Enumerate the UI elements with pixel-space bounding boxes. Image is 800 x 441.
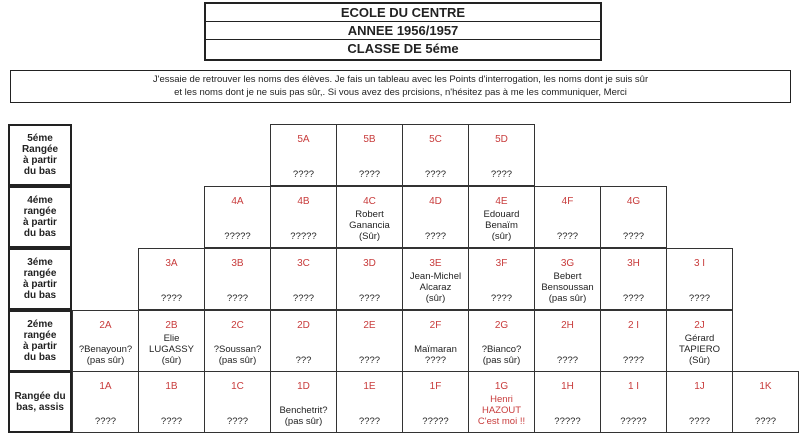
seat-name: ???? [622,231,645,242]
seat-name: ???? [160,416,183,427]
seat-code: 1G [494,381,509,392]
seat-cell [336,186,403,248]
seat-cell [204,310,271,372]
seat-code: 2J [694,320,705,331]
seat-cell [600,371,667,433]
seat-cell [600,310,667,372]
seat-name: ???? [490,169,513,180]
seat-code: 5A [297,134,310,145]
seat-name: ???? [94,416,117,427]
seat-name: ???? [358,355,381,366]
seat-cell [534,310,601,372]
seat-name: ?Benayoun? (pas sûr) [78,344,133,366]
seat-name: ???? [292,169,315,180]
seat-cell [468,310,535,372]
seat-code: 4B [297,196,310,207]
seat-code: 1A [99,381,112,392]
seat-code: 2D [297,320,310,331]
seat-code: 4G [626,196,641,207]
seat-cell [204,248,271,310]
seat-code: 2F [429,320,442,331]
seat-name: ???? [622,293,645,304]
seat-cell [402,248,469,310]
seat-code: 1J [694,381,705,392]
seat-name: ???? [358,416,381,427]
seat-cell [138,371,205,433]
seat-code: 3C [297,258,310,269]
seat-cell [468,186,535,248]
seat-name: ???? [358,293,381,304]
seat-name: ???? [556,355,579,366]
seat-code: 4E [495,196,508,207]
seat-cell [468,248,535,310]
seat-code: 3H [627,258,640,269]
seat-name: Gérard TAPIERO (Sûr) [679,333,720,366]
seat-cell [270,124,337,186]
seat-code: 2G [494,320,509,331]
seat-code: 5D [495,134,508,145]
seat-cell [72,371,139,433]
seat-cell [336,248,403,310]
year-title: ANNEE 1956/1957 [206,22,600,40]
seat-name: ????? [620,416,647,427]
seat-code: 4C [363,196,376,207]
seat-name: ???? [556,231,579,242]
seat-cell [534,186,601,248]
seat-name: Edouard Benaïm (sûr) [483,209,520,242]
class-title: CLASSE DE 5éme [347,41,459,56]
row-label [8,186,72,248]
seat-name: Maïmaran ???? [414,344,457,366]
seat-cell [270,310,337,372]
seat-cell [600,186,667,248]
seat-code: 3A [165,258,178,269]
seat-cell [666,371,733,433]
row-label [8,310,72,372]
seat-code: 2C [231,320,244,331]
seat-cell [336,310,403,372]
seat-code: 1K [759,381,772,392]
seat-code: 2B [165,320,178,331]
seat-code: 2A [99,320,112,331]
row-label-text: Rangée du bas, assis [14,391,66,413]
seat-cell [336,124,403,186]
seat-cell [336,371,403,433]
seat-name: ???? [490,293,513,304]
seat-code: 3D [363,258,376,269]
seat-cell [270,371,337,433]
seat-code: 3G [560,258,575,269]
seat-name: Jean-Michel Alcaraz (sûr) [409,271,462,304]
seat-code: 1F [429,381,442,392]
seat-name: Bebert Bensoussan (pas sûr) [541,271,594,304]
seat-code: 3 I [693,258,706,269]
seat-cell [72,310,139,372]
seat-name: ?Bianco? (pas sûr) [481,344,522,366]
seat-name: ???? [622,355,645,366]
seat-cell [204,186,271,248]
seat-code: 1B [165,381,178,392]
seat-code: 5C [429,134,442,145]
row-label-text: 2éme rangée à partir du bas [23,319,57,363]
seat-code: 4F [561,196,574,207]
seat-cell [138,310,205,372]
seat-name: ???? [424,169,447,180]
note-line-2: et les noms dont je ne suis pas sûr,. Si vous avez des prcisions, n'hésitez pas à me les communiquer, Merci [174,87,627,98]
note-box [10,70,791,103]
seat-cell [270,248,337,310]
seat-name: ???? [424,231,447,242]
row-label-text: 3éme rangée à partir du bas [23,257,57,301]
seat-name: Henri HAZOUT C'est moi !! [477,394,526,427]
seat-cell [270,186,337,248]
seat-name: ????? [422,416,449,427]
seat-cell [402,124,469,186]
seat-name: ???? [160,293,183,304]
title-box [204,2,602,61]
seat-cell [402,186,469,248]
seat-code: 1E [363,381,376,392]
seat-cell [666,310,733,372]
seat-cell [600,248,667,310]
note-line-1: J'essaie de retrouver les noms des élèves. Je fais un tableau avec les Points d'interrogation, les noms dont je suis sûr [152,74,649,85]
seat-name: ????? [554,416,581,427]
row-label [8,124,72,186]
row-label-text: 5éme Rangée à partir du bas [21,133,59,177]
seat-code: 2H [561,320,574,331]
seat-code: 3B [231,258,244,269]
seat-name: ???? [226,416,249,427]
seat-code: 4D [429,196,442,207]
seat-code: 4A [231,196,244,207]
seat-cell [468,124,535,186]
seat-code: 1C [231,381,244,392]
seat-name: ???? [292,293,315,304]
seat-name: Benchetrit? (pas sûr) [279,405,328,427]
seat-code: 2E [363,320,376,331]
seat-cell [534,248,601,310]
seat-cell [204,371,271,433]
seat-name: ????? [224,231,251,242]
row-label [8,248,72,310]
seat-cell [732,371,799,433]
school-title: ECOLE DU CENTRE [206,4,600,22]
seat-name: Robert Ganancia (Sûr) [349,209,390,242]
seat-name: ???? [358,169,381,180]
seat-name: ??? [295,355,312,366]
seat-name: ?Soussan? (pas sûr) [213,344,262,366]
seat-cell [402,310,469,372]
seat-code: 5B [363,134,376,145]
row-label [8,371,72,433]
seat-code: 3F [495,258,508,269]
seat-name: ???? [754,416,777,427]
seat-cell [402,371,469,433]
seat-cell [666,248,733,310]
seat-code: 1H [561,381,574,392]
seat-name: ???? [688,416,711,427]
seat-code: 1D [297,381,310,392]
seat-code: 1 I [627,381,640,392]
row-label-text: 4éme rangée à partir du bas [23,195,57,239]
seat-name: Elie LUGASSY (sûr) [149,333,194,366]
seat-cell [534,371,601,433]
seat-code: 3E [429,258,442,269]
seat-name: ???? [688,293,711,304]
seat-cell [468,371,535,433]
seat-cell [138,248,205,310]
seat-name: ???? [226,293,249,304]
seat-name: ????? [290,231,317,242]
seat-code: 2 I [627,320,640,331]
